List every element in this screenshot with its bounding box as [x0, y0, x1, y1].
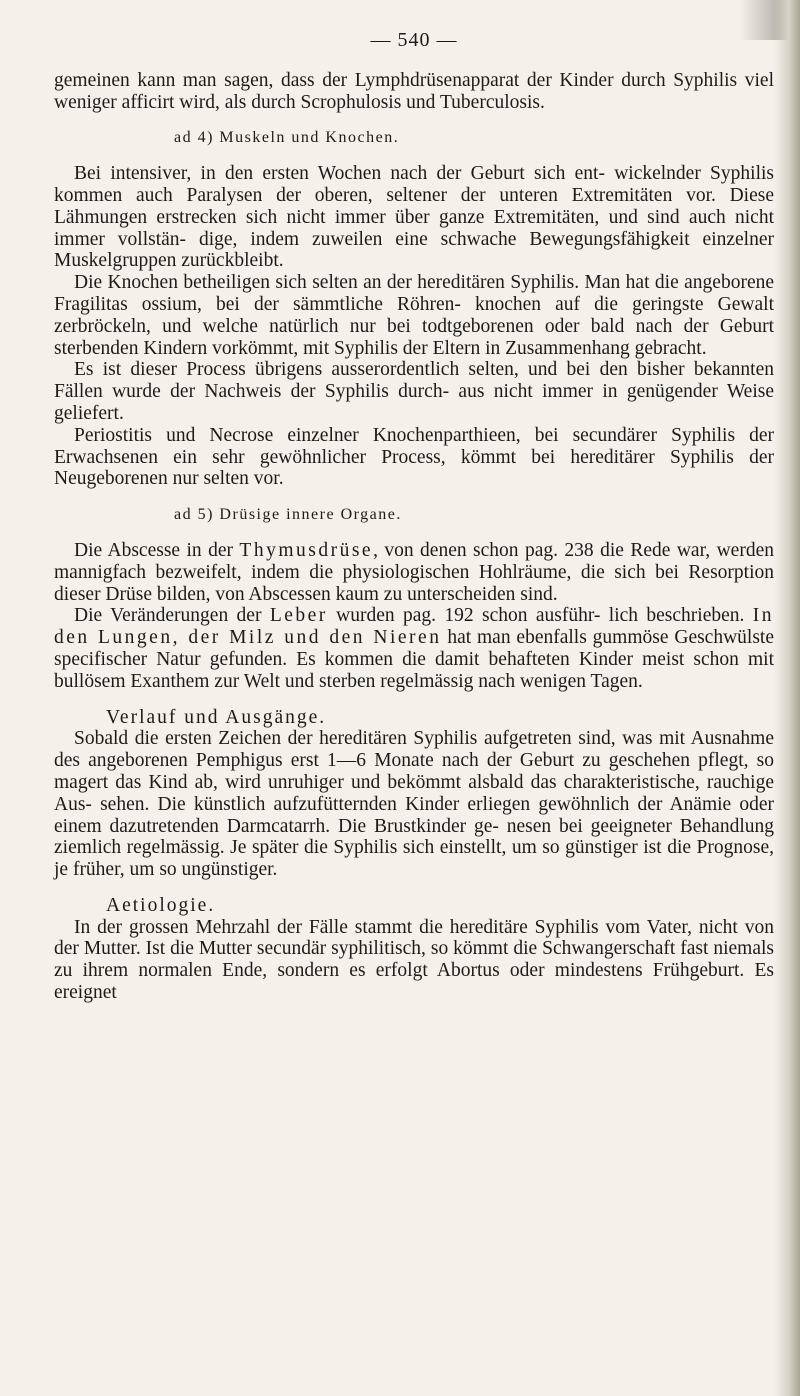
- liver-emphasis: Leber: [269, 605, 328, 627]
- section-heading-course: Verlauf und Ausgänge.: [106, 706, 327, 728]
- thymus-emphasis: Thymusdrüse: [239, 539, 374, 561]
- paragraph-periostitis: Periostitis und Necrose einzelner Knochenparthieen, bei secundärer Syphilis der Erwachsenen ein sehr gewöhnlicher Process, kömmt bei hereditärer Syphilis der Neugeborenen nur selten vor.: [54, 424, 774, 490]
- paragraph-aetiology: In der grossen Mehrzahl der Fälle stammt die hereditäre Syphilis vom Vater, nicht von der Mutter. Ist die Mutter secundär syphilitisch, so kömmt die Schwangerschaft fast niemals zu ihrem normalen Ende, sondern es erfolgt Abortus oder mindestens Frühgeburt. Es ereignet: [54, 916, 774, 1004]
- section-heading-aetiology: Aetiologie.: [106, 894, 216, 916]
- page-edge-shadow: [774, 0, 800, 1396]
- section-heading-glandular-organs: ad 5) Drüsige innere Organe.: [174, 506, 402, 524]
- paragraph-liver-lungs: [54, 605, 774, 692]
- liver-text-c: hat man ebenfalls gummöse Geschwülste specifischer Natur gefunden. Es kommen die damit behafteten Kinder meist schon mit bullösem Exanthem zur Welt und sterben regelmässig nach wenigen Tagen.: [54, 627, 774, 692]
- intro-paragraph: gemeinen kann man sagen, dass der Lymphdrüsenapparat der Kinder durch Syphilis viel weniger afficirt wird, als durch Scrophulosis und Tuberculosis.: [54, 69, 774, 113]
- liver-text-a: Die Veränderungen der: [74, 605, 270, 627]
- paragraph-course: Sobald die ersten Zeichen der hereditären Syphilis aufgetreten sind, was mit Ausnahme des angeborenen Pemphigus erst 1—6 Monate nach der Geburt zu geschehen pflegt, so magert das Kind ab, wird unruhiger und bekömmt alsbald das charakteristische, rauchige Aus- sehen. Die künstlich aufzufütternden Kinder erliegen gewöhnlich der Anämie oder einem dazutretenden Darmcatarrh. Die Brustkinder ge- nesen bei geeigneter Behandlung ziemlich regelmässig. Je später die Syphilis sich einstellt, um so günstiger ist die Prognose, je früher, um so ungünstiger.: [54, 728, 774, 881]
- section-heading-muscles-bones: ad 4) Muskeln und Knochen.: [174, 129, 400, 147]
- thymus-text-a: Die Abscesse in der: [74, 539, 240, 561]
- paragraph-thymus: [54, 540, 774, 605]
- paragraph-process-rare: Es ist dieser Process übrigens ausserordentlich selten, und bei den bisher bekannten Fällen wurde der Nachweis der Syphilis durch- aus nicht immer in genügender Weise geliefert.: [54, 359, 774, 424]
- page-number: — 540 —: [370, 29, 458, 51]
- paragraph-bones: Die Knochen betheiligen sich selten an der hereditären Syphilis. Man hat die angeborene Fragilitas ossium, bei der sämmtliche Röhren- knochen auf die geringste Gewalt zerbröckeln, und welche natürlich nur bei todtgeborenen oder bald nach der Geburt sterbenden Kindern vorkömmt, mit Syphilis der Eltern in Zusammenhang gebracht.: [54, 272, 774, 359]
- paragraph-paralysis: Bei intensiver, in den ersten Wochen nach der Geburt sich ent- wickelnder Syphilis kommen auch Paralysen der oberen, seltener der unteren Extremitäten vor. Diese Lähmungen erstrecken sich nicht immer über ganze Extremitäten, und sind auch nicht immer vollstän- dige, indem zuweilen eine schwache Bewegungsfähigkeit einzelner Muskelgruppen zurückbleibt.: [54, 163, 774, 272]
- organs-emphasis: In den Lungen, der Milz und den Nieren: [54, 605, 774, 649]
- book-page: [54, 30, 774, 1004]
- thymus-text-b: , von denen schon pag. 238 die Rede war, werden mannigfach bezweifelt, indem die physiologischen Hohlräume, die sich bei Resorption dieser Drüse bilden, von Abscessen kaum zu unterscheiden sind.: [54, 539, 774, 605]
- liver-text-b: wurden pag. 192 schon ausführ- lich beschrieben.: [327, 605, 753, 627]
